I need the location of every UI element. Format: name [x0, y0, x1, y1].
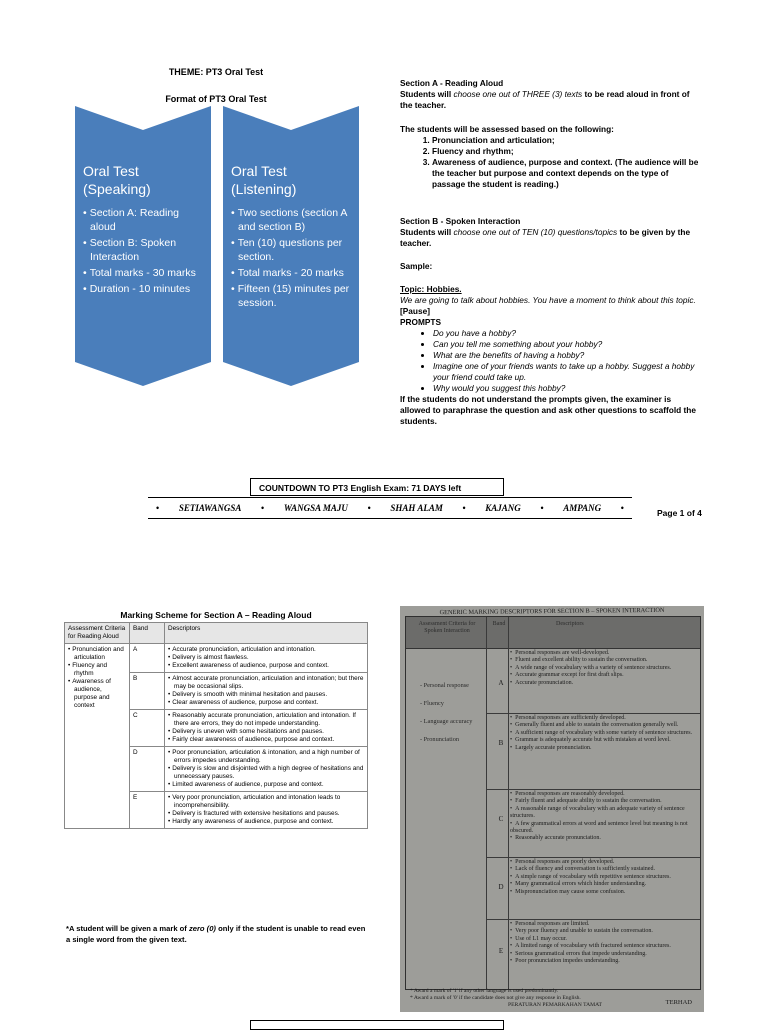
descriptor-item: • Accurate grammar except for first draft slips. — [510, 672, 698, 679]
criteria-item: 2. Fluency and rhythm; — [432, 146, 700, 157]
section-notes — [400, 78, 700, 427]
band-cell: E — [498, 947, 504, 955]
text-span-italic: choose one out of THREE (3) texts — [453, 89, 583, 99]
prompt-item: • Do you have a hobby? — [433, 328, 700, 339]
descriptor-item: • Use of L1 may occur. — [510, 936, 698, 943]
chevron-bullet: • Two sections (section A and section B) — [231, 206, 355, 234]
chevron-listening-text — [231, 162, 355, 312]
format-title: Format of PT3 Oral Test — [165, 94, 267, 104]
descriptor-item: • Poor pronunciation, articulation & intonation, and a high number of errors impedes understanding. — [168, 749, 364, 765]
marking-a-table — [64, 622, 368, 829]
descriptor-item: • Mispronunciation may cause some confusion. — [510, 889, 698, 896]
descriptor-item: • A limited range of vocabulary with fractured sentence structures. — [510, 943, 698, 950]
descriptor-cell — [165, 673, 368, 710]
marking-b-header — [406, 617, 700, 649]
descriptor-item: • Personal responses are limited. — [510, 921, 698, 928]
band-cell: D — [498, 883, 504, 891]
criteria-item: - Pronunciation — [420, 736, 459, 743]
descriptor-item: • Excellent awareness of audience, purpose and context. — [168, 662, 364, 670]
topic-line: Topic: Hobbies. — [400, 284, 462, 294]
band-cell: B — [498, 739, 504, 747]
descriptor-item: • Grammar is adequately accurate but with mistakes at word level. — [510, 737, 698, 744]
descriptor-item: • Limited awareness of audience, purpose and context. — [168, 781, 364, 789]
chevron-speaking-text — [83, 162, 207, 298]
marking-a-note — [66, 923, 370, 945]
criteria-item: 1. Pronunciation and articulation; — [432, 135, 700, 146]
band-cell: C — [498, 815, 504, 823]
area-strip — [148, 497, 632, 519]
bullet-icon: • — [462, 503, 466, 513]
prompts-label: PROMPTS — [400, 317, 442, 327]
descriptor-item: • Delivery is almost flawless. — [168, 654, 364, 662]
section-b-heading: Section B - Spoken Interaction — [400, 216, 521, 226]
bullet-icon: • — [540, 503, 544, 513]
criteria-cell — [65, 644, 130, 829]
descriptor-item: • Serious grammatical errors that impede understanding. — [510, 951, 698, 958]
section-b-intro — [400, 227, 700, 249]
assessed-line: The students will be assessed based on the following: — [400, 124, 614, 134]
theme-title: THEME: PT3 Oral Test — [168, 67, 264, 77]
prompt-item: • Imagine one of your friends wants to take up a hobby. Suggest a hobby your friend could take up. — [433, 361, 700, 383]
classification-label: TERHAD — [665, 999, 692, 1006]
column-divider — [486, 617, 487, 989]
table-header-row — [65, 623, 368, 644]
descriptor-item: • A wide range of vocabulary with a variety of sentence structures. — [510, 665, 698, 672]
descriptor-cell — [510, 715, 698, 752]
descriptor-item: • Poor pronunciation impedes understanding. — [510, 958, 698, 965]
column-divider — [508, 617, 509, 989]
text-span-italic: zero (0) — [188, 924, 216, 933]
band-cell: B — [130, 673, 165, 710]
descriptor-cell — [510, 650, 698, 687]
chevron-title: Oral Test (Speaking) — [83, 163, 151, 197]
descriptor-item: • A sufficient range of vocabulary with some variety of sentence structures. — [510, 730, 698, 737]
text-span: Pronunciation — [423, 736, 459, 743]
descriptor-item: • Personal responses are well-developed. — [510, 650, 698, 657]
area-label: WANGSA MAJU — [283, 503, 348, 513]
text-span: only if the student is unable to read even a single word from the given text. — [66, 924, 366, 944]
chevron-bullet: • Ten (10) questions per section. — [231, 236, 355, 264]
descriptor-item: • Largely accurate pronunciation. — [510, 745, 698, 752]
descriptor-item: • Clear awareness of audience, purpose and context. — [168, 699, 364, 707]
descriptor-cell — [165, 710, 368, 747]
countdown-box: COUNTDOWN TO PT3 English Exam: 71 DAYS left — [250, 478, 504, 496]
descriptor-item: • Many grammatical errors which hinder understanding. — [510, 881, 698, 888]
criteria-item: • Awareness of audience, purpose and context — [68, 678, 126, 710]
descriptor-item: • Fairly clear awareness of audience, purpose and context. — [168, 736, 364, 744]
oral-test-diagram — [75, 106, 359, 386]
descriptor-item: • Delivery is uneven with some hesitations and pauses. — [168, 728, 364, 736]
descriptor-item: • Delivery is fractured with extensive hesitations and pauses. — [168, 810, 364, 818]
descriptor-cell — [165, 644, 368, 673]
text-span: to be given by the teacher. — [400, 227, 691, 248]
band-cell: A — [130, 644, 165, 673]
area-label: SHAH ALAM — [390, 503, 443, 513]
bullet-icon: • — [620, 503, 624, 513]
descriptor-item: • Reasonably accurate pronunciation. — [510, 835, 698, 842]
text-span: Personal response — [423, 682, 469, 689]
descriptor-cell — [165, 747, 368, 792]
descriptor-item: • Very poor fluency and unable to sustain the conversation. — [510, 928, 698, 935]
prompts-list — [400, 328, 700, 394]
descriptor-item: • Very poor pronunciation, articulation and intonation leads to incomprehensibility. — [168, 794, 364, 810]
descriptor-item: • Almost accurate pronunciation, articulation and intonation; but there may be occasional slips. — [168, 675, 364, 691]
chevron-bullet: • Total marks - 30 marks — [83, 266, 207, 280]
marking-b-footnotes — [410, 988, 700, 1009]
scanned-marking-b — [400, 606, 704, 1012]
criteria-item: - Language accuracy — [420, 718, 473, 725]
criteria-item: • Pronunciation and articulation — [68, 646, 126, 662]
descriptor-item: • Fairly fluent and adequate ability to sustain the conversation. — [510, 798, 698, 805]
text-span: Language accuracy — [423, 718, 473, 725]
descriptor-item: • Fluent and excellent ability to sustain the conversation. — [510, 657, 698, 664]
chevron-bullet: • Section A: Reading aloud — [83, 206, 207, 234]
text-span: to be read aloud in front of the teacher. — [400, 89, 690, 110]
band-cell: E — [130, 792, 165, 829]
band-cell: D — [130, 747, 165, 792]
header-cell: Descriptors — [165, 623, 368, 644]
header-cell: Assessment Criteria for Reading Aloud — [65, 623, 130, 644]
chevron-bullet: • Section B: Spoken Interaction — [83, 236, 207, 264]
footnote: * Award a mark of '0' if the candidate does not give any response in English. — [410, 995, 581, 1001]
text-span: Students will — [400, 89, 452, 99]
row-divider — [486, 857, 700, 858]
prompt-item: • Can you tell me something about your hobby? — [433, 339, 700, 350]
descriptor-item: • Reasonably accurate pronunciation, articulation and intonation. If there are errors, they do not impede understanding. — [168, 712, 364, 728]
chevron-bullet: • Fifteen (15) minutes per session. — [231, 282, 355, 310]
criteria-list — [400, 135, 700, 190]
row-divider — [486, 713, 700, 714]
text-span: *A student will be given a mark of — [66, 924, 187, 933]
sample-label: Sample: — [400, 261, 433, 271]
marking-a-title: Marking Scheme for Section A – Reading Aloud — [120, 610, 312, 620]
criteria-item: - Fluency — [420, 700, 444, 707]
descriptor-cell — [165, 792, 368, 829]
text-span: Fluency — [423, 700, 444, 707]
descriptor-item: • Lack of fluency and conversation is sufficiently sustained. — [510, 866, 698, 873]
area-label: SETIAWANGSA — [178, 503, 242, 513]
descriptor-item: • A reasonable range of vocabulary with an adequate variety of sentence structures. — [510, 806, 698, 821]
descriptor-item: • A few grammatical errors at word and sentence level but meaning is not obscured. — [510, 821, 698, 836]
criteria-item: - Personal response — [420, 682, 469, 689]
bullet-icon: • — [367, 503, 371, 513]
bottom-box — [250, 1020, 504, 1030]
prompt-item: • What are the benefits of having a hobby? — [433, 350, 700, 361]
header-cell: Band — [492, 621, 506, 627]
table-row — [65, 644, 368, 673]
descriptor-item: • Personal responses are reasonably developed. — [510, 791, 698, 798]
text-span-italic: choose one out of TEN (10) questions/topics — [453, 227, 618, 237]
descriptor-item: • Personal responses are poorly developed. — [510, 859, 698, 866]
section-a-intro — [400, 89, 700, 111]
row-divider — [486, 919, 700, 920]
descriptor-item: • Hardly any awareness of audience, purpose and context. — [168, 818, 364, 826]
marking-b-table — [405, 616, 701, 990]
descriptor-item: • A simple range of vocabulary with repetitive sentence structures. — [510, 874, 698, 881]
descriptor-item: • Delivery is slow and disjointed with a high degree of hesitations and unnecessary pauses. — [168, 765, 364, 781]
chevron-title: Oral Test (Listening) — [231, 163, 297, 197]
area-label: KAJANG — [485, 503, 521, 513]
descriptor-cell — [510, 921, 698, 965]
criteria-item: 3. Awareness of audience, purpose and context. (The audience will be the teacher but purpose and context depends on the type of passage the student is reading.) — [432, 157, 700, 190]
descriptor-item: • Delivery is smooth with minimal hesitation and pauses. — [168, 691, 364, 699]
header-cell: Descriptors — [556, 621, 584, 627]
area-label: AMPANG — [563, 503, 602, 513]
text-span: Students will — [400, 227, 452, 237]
criteria-item: • Fluency and rhythm — [68, 662, 126, 678]
footnote: * Award a mark of '1' if any other language is used predominantly. — [410, 988, 559, 994]
scan-footer: PERATURAN PEMARKAHAN TAMAT — [508, 1002, 602, 1008]
band-cell: C — [130, 710, 165, 747]
bullet-icon: • — [156, 503, 160, 513]
closing-note: If the students do not understand the prompts given, the examiner is allowed to paraphrase the question and ask other questions to scaffold the students. — [400, 394, 696, 426]
marking-b-title: GENERIC MARKING DESCRIPTORS FOR SECTION B – SPOKEN INTERACTION — [439, 606, 665, 617]
descriptor-cell — [510, 791, 698, 843]
descriptor-item: • Accurate pronunciation, articulation and intonation. — [168, 646, 364, 654]
descriptor-cell — [510, 859, 698, 896]
header-cell: Assessment Criteria for Spoken Interaction — [418, 621, 476, 634]
header-cell: Band — [130, 623, 165, 644]
section-a-heading: Section A - Reading Aloud — [400, 78, 504, 88]
pause-label: [Pause] — [400, 306, 430, 316]
row-divider — [486, 789, 700, 790]
prompt-item: • Why would you suggest this hobby? — [433, 383, 700, 394]
descriptor-item: • Personal responses are sufficiently developed. — [510, 715, 698, 722]
chevron-bullet: • Total marks - 20 marks — [231, 266, 355, 280]
descriptor-item: • Accurate pronunciation. — [510, 680, 698, 687]
bullet-icon: • — [261, 503, 265, 513]
topic-intro: We are going to talk about hobbies. You have a moment to think about this topic. — [400, 295, 696, 305]
page-number: Page 1 of 4 — [657, 508, 702, 518]
chevron-bullet: • Duration - 10 minutes — [83, 282, 207, 296]
descriptor-item: • Generally fluent and able to sustain the conversation generally well. — [510, 722, 698, 729]
band-cell: A — [498, 679, 504, 687]
